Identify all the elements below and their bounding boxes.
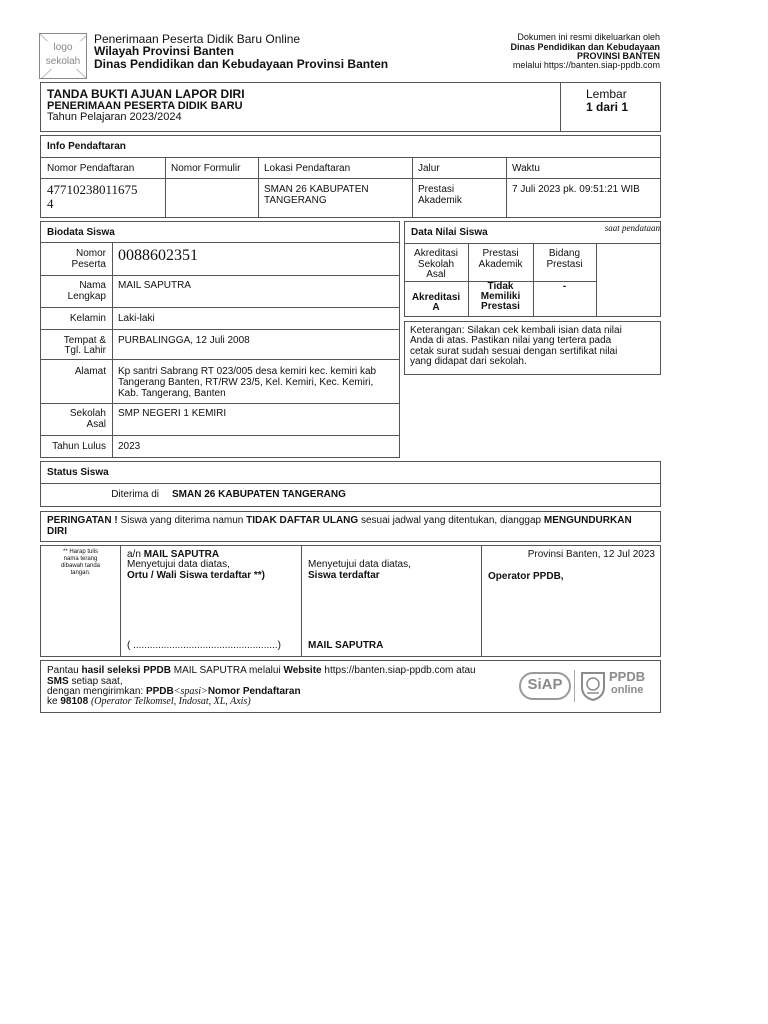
footer-f7: setiap saat, [71,676,123,687]
school-logo-placeholder [39,33,87,79]
status-divider [40,483,661,484]
nilai-h2-l1: Prestasi [482,248,519,259]
ppdb-online-text: online [611,684,644,696]
footer-f2: hasil seleksi PPDB [81,665,171,676]
sig-note-1: ** Harap tulis [62,549,98,555]
warning-w3: TIDAK DAFTAR ULANG [246,515,359,526]
warning-w5: MENGUNDURKAN [543,515,632,526]
siap-logo-text: SiAP [527,676,563,693]
biodata-divider-0 [40,242,400,243]
footer-f6: SMS [47,676,69,687]
footer-f14: (Operator Telkomsel, Indosat, XL, Axis) [90,696,251,707]
nilai-section-title: Data Nilai Siswa [411,227,488,238]
sig-note-3: dibawah tanda [60,563,101,569]
sig-note-4: tangan. [70,570,91,576]
info-divider-2 [40,178,661,179]
nilai-note: saat pendataan [604,223,660,233]
info-header-formulir: Nomor Formulir [171,163,241,174]
info-header-waktu: Waktu [512,163,540,174]
signature-divider-2 [301,545,302,657]
footer-line4 [47,696,251,707]
nilai-v2-l3: Prestasi [481,301,520,312]
warning-text [47,515,657,526]
status-value: SMAN 26 KABUPATEN TANGERANG [172,489,346,500]
info-header-nomor: Nomor Pendaftaran [47,163,135,174]
header-right-3: PROVINSI BANTEN [576,51,660,61]
alamat-line2: Tangerang Banten, RT/RW 23/5, Kel. Kemiri, Kec. Kemiri, [118,377,374,388]
warning-w2: Siswa yang diterima namun [120,515,244,526]
nilai-v1-l1: Akreditasi [411,292,461,303]
status-section-title: Status Siswa [47,467,109,478]
sig-col2-name: MAIL SAPUTRA [308,640,384,651]
title-divider [560,82,561,132]
footer-f11: Nomor Pendaftaran [207,686,301,697]
nama-label-1: Nama [79,280,106,291]
warning-w6: DIRI [47,526,67,537]
nilai-v2-l1: Tidak [487,281,514,292]
biodata-divider-2 [40,307,400,308]
keterangan-line4: yang didapat dari sekolah. [410,356,527,367]
kelamin-value: Laki-laki [118,313,155,324]
sig-col3-line2: Operator PPDB, [488,571,564,582]
biodata-divider-1 [40,275,400,276]
sekolah-label-1: Sekolah [69,408,106,419]
waktu-value: 7 Juli 2023 pk. 09:51:21 WIB [512,184,640,195]
nilai-v2-l2: Memiliki [480,291,521,302]
footer-f8: dengan mengirimkan: [47,686,144,697]
footer-f3: MAIL SAPUTRA melalui [173,665,281,676]
biodata-divider-6 [40,435,400,436]
lokasi-line2: TANGERANG [264,195,327,206]
nilai-h2-l2: Akademik [478,259,523,270]
ppdb-logo-text: PPDB [609,669,646,684]
keterangan-line3: cetak surat sudah sesuai dengan sertifikat nilai [410,346,618,357]
warning-w1: PERINGATAN ! [47,515,118,526]
info-col-divider-1 [165,157,166,218]
info-divider-1 [40,157,661,158]
sig-col1-line2: Menyetujui data diatas, [127,559,230,570]
ppdb-emblem-icon [579,669,607,701]
info-header-jalur: Jalur [418,163,440,174]
sekolah-value: SMP NEGERI 1 KEMIRI [118,408,227,419]
info-col-divider-2 [258,157,259,218]
nilai-v3: - [562,281,567,292]
lokasi-line1: SMAN 26 KABUPATEN [264,184,369,195]
info-col-divider-4 [506,157,507,218]
warning-w4: sesuai jadwal yang ditentukan, dianggap [360,515,542,526]
status-box [40,461,661,507]
header-title-1: Penerimaan Peserta Didik Baru Online [94,32,301,46]
nilai-v1-l2: A [432,302,440,313]
footer-f13: 98108 [60,696,89,707]
footer-f5: https://banten.siap-ppdb.com atau [324,665,476,676]
sig-col2-line2: Siswa terdaftar [308,570,380,581]
jalur-line1: Prestasi [418,184,455,195]
sheet-value: 1 dari 1 [586,100,629,114]
alamat-label: Alamat [74,366,106,377]
nilai-h3-l1: Bidang [548,248,581,259]
nilai-col-divider-3 [596,243,597,317]
nama-value: MAIL SAPUTRA [118,280,191,291]
siap-logo [519,671,571,701]
sig-col1-line3: Ortu / Wali Siswa terdaftar **) [127,570,265,581]
footer-logo-divider [574,670,575,702]
lulus-value: 2023 [118,441,141,452]
biodata-section-title: Biodata Siswa [47,227,115,238]
ttl-label-2: Tgl. Lahir [64,345,106,356]
jalur-line2: Akademik [418,195,462,206]
nomor-peserta-label-1: Nomor [75,248,106,259]
nama-label-2: Lengkap [67,291,106,302]
keterangan-line2: Anda di atas. Pastikan nilai yang tertera pada [410,335,612,346]
nomor-pendaftaran-line2: 4 [47,196,54,211]
footer-f9: PPDB [145,686,174,697]
nilai-h1-l2: Sekolah [417,259,455,270]
biodata-divider-4 [40,359,400,360]
sig-note-2: nama terang [63,556,98,562]
sig-col2-line1: Menyetujui data diatas, [308,559,411,570]
sig-an-prefix: a/n [127,549,141,560]
sig-col1-blank: ( ....................................................) [127,640,281,651]
header-title-3: Dinas Pendidikan dan Kebudayaan Provinsi Banten [94,57,389,71]
logo-text-line1: logo [40,41,86,55]
keterangan-line1: Keterangan: Silakan cek kembali isian data nilai [410,325,622,336]
nilai-h1-l3: Asal [426,269,446,280]
nomor-peserta-value: 0088602351 [118,247,198,264]
biodata-divider-3 [40,329,400,330]
footer-line1 [47,665,476,676]
header-right-4: melalui https://banten.siap-ppdb.com [512,60,660,70]
nilai-h3-l2: Prestasi [546,259,583,270]
sig-an-name: MAIL SAPUTRA [143,549,220,560]
doc-title-2: PENERIMAAN PESERTA DIDIK BARU [47,100,243,112]
info-section-title: Info Pendaftaran [47,141,126,152]
info-col-divider-3 [412,157,413,218]
logo-text-line2: sekolah [40,55,86,69]
signature-divider-1 [120,545,121,657]
nomor-pendaftaran-line1: 47710238011675 [47,182,138,197]
signature-divider-3 [481,545,482,657]
header-right-1: Dokumen ini resmi dikeluarkan oleh [517,32,660,42]
sheet-label: Lembar [586,87,627,101]
header-title-2: Wilayah Provinsi Banten [94,44,234,58]
alamat-line3: Kab. Tangerang, Banten [118,388,226,399]
nilai-h1-l1: Akreditasi [414,248,458,259]
alamat-line1: Kp santri Sabrang RT 023/005 desa kemiri kec. kemiri kab [118,366,377,377]
lulus-label: Tahun Lulus [52,441,106,452]
ttl-label-1: Tempat & [63,335,106,346]
ppdb-emblem [579,669,607,701]
footer-f1: Pantau [47,665,79,676]
info-header-lokasi: Lokasi Pendaftaran [264,163,351,174]
kelamin-label: Kelamin [69,313,106,324]
sekolah-label-2: Asal [86,419,106,430]
footer-f10: <spasi> [173,686,208,697]
biodata-divider-5 [40,403,400,404]
sig-col3-line1: Provinsi Banten, 12 Jul 2023 [527,549,655,560]
biodata-label-divider [112,242,113,458]
doc-year: Tahun Pelajaran 2023/2024 [47,111,182,123]
status-label: Diterima di [111,489,159,500]
info-pendaftaran-box [40,135,661,218]
header-right-2: Dinas Pendidikan dan Kebudayaan [510,42,660,52]
footer-f12: ke [47,696,58,707]
footer-f4: Website [283,665,322,676]
doc-title-1: TANDA BUKTI AJUAN LAPOR DIRI [47,87,245,101]
ttl-value: PURBALINGGA, 12 Juli 2008 [118,335,250,346]
nomor-peserta-label-2: Peserta [71,259,106,270]
